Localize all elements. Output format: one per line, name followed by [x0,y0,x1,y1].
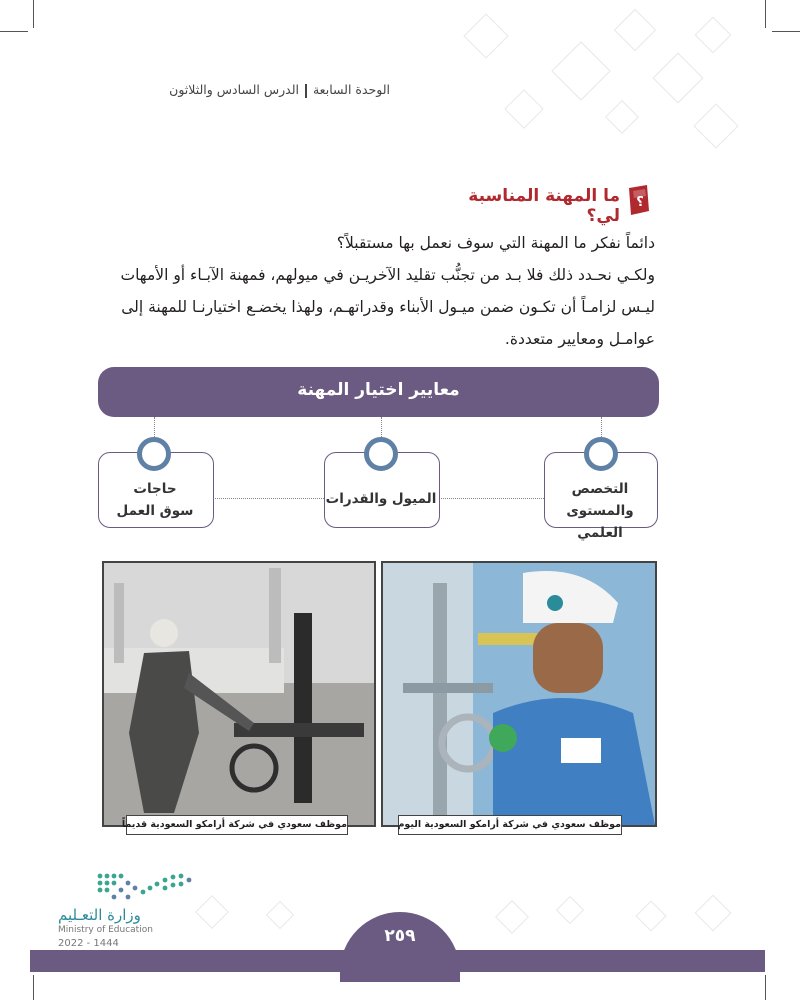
svg-text:؟: ؟ [636,195,644,210]
page-number: ٢٥٩ [384,926,416,946]
connector-line [154,417,155,439]
criteria-banner-title: معايير اختيار المهنة [297,380,460,400]
section-title: ما المهنة المناسبة لي؟ [468,186,620,226]
connector-line [601,417,602,439]
criterion-circle-icon [364,437,398,471]
criterion-line: سوق العمل [116,503,194,519]
criterion-circle-icon [137,437,171,471]
ministry-logo-icon [95,870,195,906]
lesson-label: الدرس السادس والثلاثون [169,82,299,97]
criterion-line: حاجات [133,481,177,497]
ministry-name-arabic: وزارة التعـليم [58,906,141,924]
ministry-name-english: Ministry of Education [58,925,153,935]
criterion-line: الميول والقدرات [325,491,437,507]
page-number-tab [340,912,460,982]
edition-year: 2022 - 1444 [58,938,119,949]
paragraph-line-4: عوامـل ومعايير متعددة. [504,330,655,348]
connector-line [438,498,544,499]
photo-caption: موظف سعودي في شركة أرامكو السعودية اليوم [398,815,622,835]
criterion-label [544,478,656,544]
photo-present-worker [381,561,657,827]
connector-line [381,417,382,439]
header-divider [305,84,307,98]
paragraph-line-3: ليـس لزامـاً أن تكـون ضمن ميـول الأبناء وقدراتهـم، ولهذا يخضـع اختيارنـا للمهنة إلى [121,298,655,316]
connector-line [212,498,324,499]
criterion-label [324,488,438,510]
criterion-line: التخصص [571,481,629,497]
paragraph-line-2: ولكـي نحـدد ذلك فلا بـد من تجنُّب تقليد الآخريـن في ميولهم، فمهنة الآبـاء أو الأمهات [120,266,655,284]
photo-caption: موظف سعودي في شركة أرامكو السعودية قديماً [126,815,348,835]
paragraph-line-1: دائماً نفكر ما المهنة التي سوف نعمل بها مستقبلاً؟ [336,234,655,252]
unit-label: الوحدة السابعة [312,82,390,97]
criterion-line: والمستوى العلمي [566,503,634,541]
running-header [90,82,390,98]
question-book-icon [625,184,653,216]
photo-past-worker [102,561,376,827]
criterion-circle-icon [584,437,618,471]
criterion-label [98,478,212,522]
